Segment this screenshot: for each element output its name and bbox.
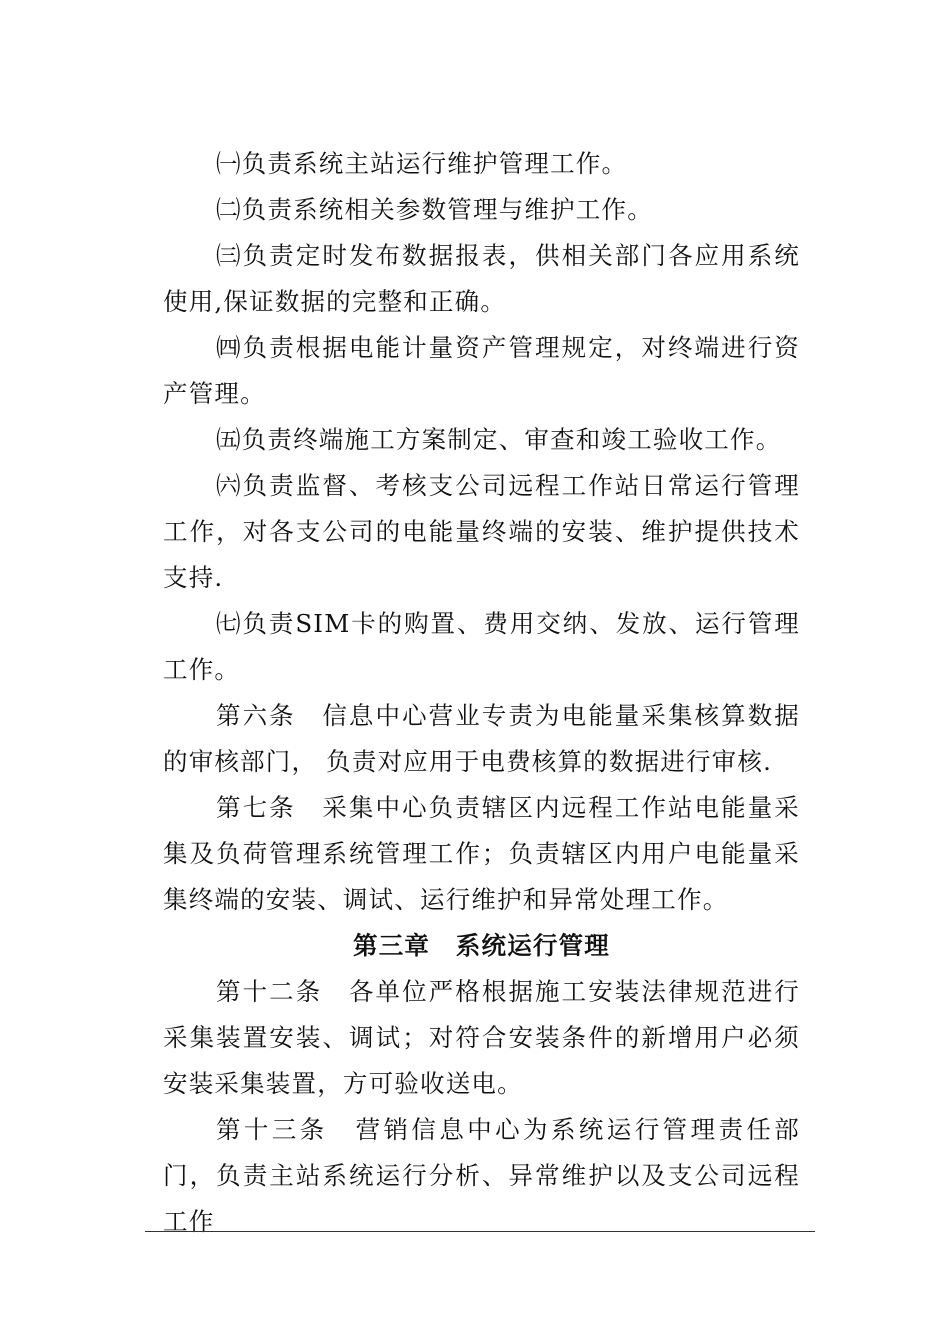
document-body	[163, 141, 800, 1245]
paragraph-duty-1: ㈠负责系统主站运行维护管理工作。	[216, 149, 628, 178]
paragraph-duty-2: ㈡负责系统相关参数管理与维护工作。	[216, 195, 653, 224]
paragraph-duty-3: ㈢负责定时发布数据报表，供相关部门各应用系统使用,保证数据的完整和正确。	[163, 241, 800, 316]
paragraph-duty-7: ㈦负责SIM卡的购置、费用交纳、发放、运行管理工作。	[163, 609, 800, 684]
footer-divider	[145, 1231, 815, 1232]
paragraph-article-6: 第六条 信息中心营业专责为电能量采集核算数据的审核部门， 负责对应用于电费核算的数据进行审核.	[163, 701, 800, 776]
paragraph-duty-4: ㈣负责根据电能计量资产管理规定，对终端进行资产管理。	[163, 333, 800, 408]
paragraph-duty-6: ㈥负责监督、考核支公司远程工作站日常运行管理工作，对各支公司的电能量终端的安装、维护提供技术支持.	[163, 471, 800, 592]
chapter-heading: 第三章 系统运行管理	[353, 931, 610, 960]
paragraph-duty-5: ㈤负责终端施工方案制定、审查和竣工验收工作。	[216, 425, 782, 454]
paragraph-article-12: 第十二条 各单位严格根据施工安装法律规范进行采集装置安装、调试；对符合安装条件的新增用户必须安装采集装置，方可验收送电。	[163, 977, 800, 1098]
paragraph-article-13: 第十三条 营销信息中心为系统运行管理责任部门，负责主站系统运行分析、异常维护以及支公司远程工作	[163, 1115, 800, 1236]
paragraph-article-7: 第七条 采集中心负责辖区内远程工作站电能量采集及负荷管理系统管理工作；负责辖区内用户电能量采集终端的安装、调试、运行维护和异常处理工作。	[163, 793, 800, 914]
